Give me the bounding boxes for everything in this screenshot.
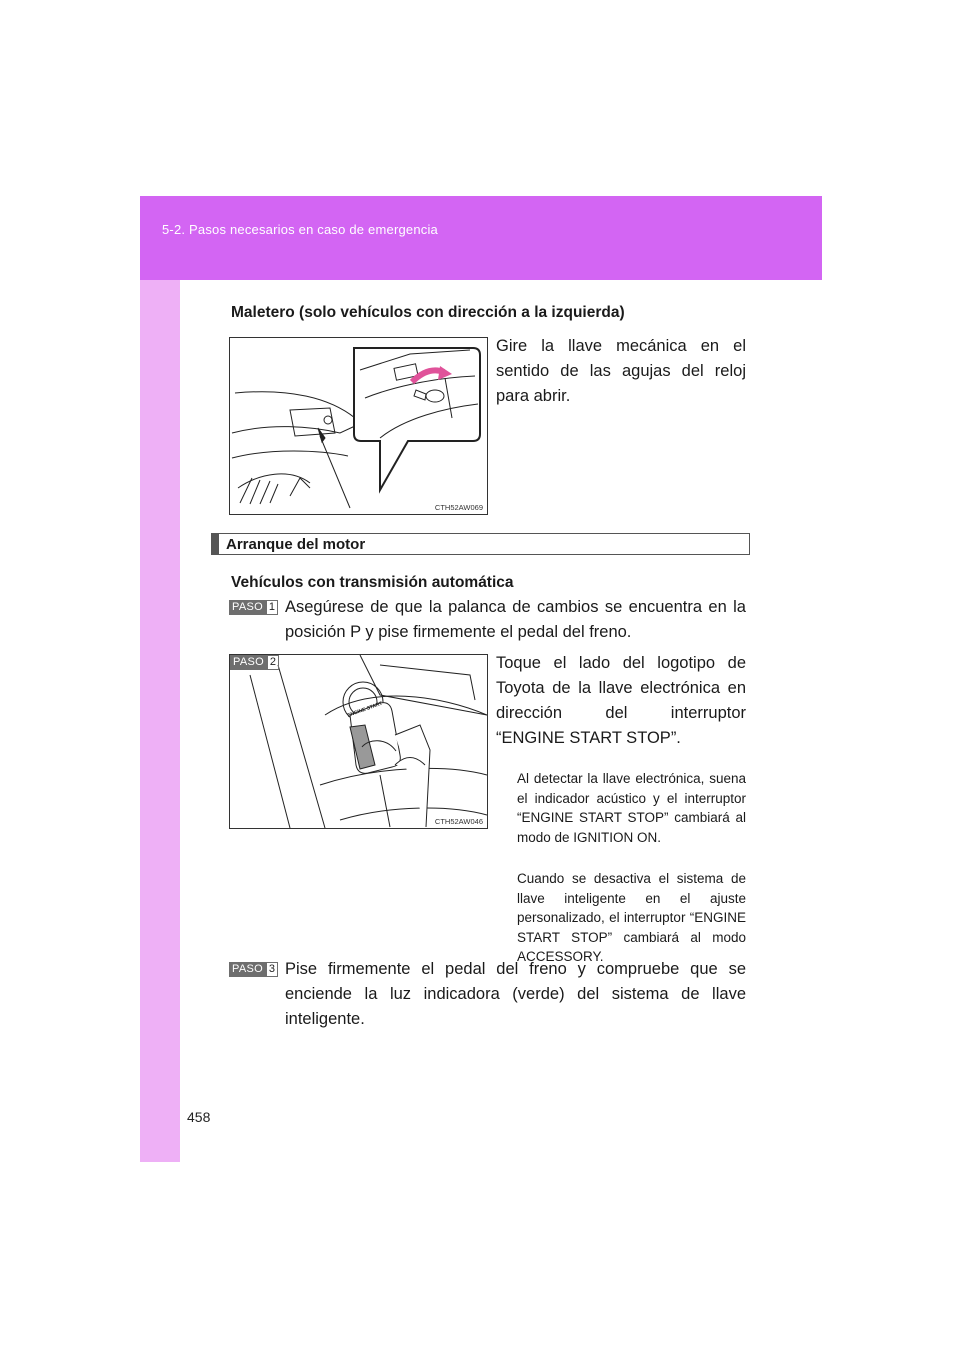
step-badge-number: 3 (266, 962, 278, 977)
start-button-figure (229, 654, 488, 829)
side-tab-strip (140, 196, 180, 1162)
page-number: 458 (187, 1109, 211, 1125)
section-header-accent (212, 534, 219, 554)
step-badge-word: PASO (230, 655, 267, 670)
step-2-note-2: Cuando se desactiva el sistema de llave inteligente en el ajuste personalizado, el interruptor “ENGINE START STOP” cambiará al modo ACCESSORY. (517, 871, 746, 964)
start-button-illustration (230, 655, 487, 828)
chapter-title: 5-2. Pasos necesarios en caso de emergencia (162, 222, 438, 237)
automatic-heading: Vehículos con transmisión automática (231, 574, 514, 591)
trunk-figure-code: CTH52AW069 (434, 503, 483, 512)
step-2-text: Toque el lado del logotipo de Toyota de la llave electrónica en dirección del interruptor “ENGINE START STOP”. (496, 654, 746, 747)
step-badge-word: PASO (229, 962, 266, 977)
trunk-heading: Maletero (solo vehículos con dirección a la izquierda) (231, 304, 625, 321)
section-header (211, 533, 750, 555)
step-2-badge (230, 655, 279, 670)
chapter-header (140, 196, 822, 280)
step-badge-word: PASO (229, 600, 266, 615)
step-1-badge (229, 600, 278, 615)
step-badge-number: 1 (266, 600, 278, 615)
start-figure-code: CTH52AW046 (434, 817, 483, 826)
step-badge-number: 2 (267, 655, 279, 670)
trunk-illustration (230, 338, 487, 514)
trunk-figure (229, 337, 488, 515)
step-1-text: Asegúrese de que la palanca de cambios se encuentra en la posición P y pise firmemente el pedal del freno. (285, 598, 746, 641)
step-3-text: Pise firmemente el pedal del freno y compruebe que se enciende la luz indicadora (verde) del sistema de llave inteligente. (285, 960, 746, 1028)
trunk-instruction: Gire la llave mecánica en el sentido de las agujas del reloj para abrir. (496, 337, 746, 405)
start-button-label: ENGINE START (346, 700, 384, 719)
step-2-note-1: Al detectar la llave electrónica, suena el indicador acústico y el interruptor “ENGINE START STOP” cambiará al modo de IGNITION ON. (517, 771, 746, 845)
step-3-badge (229, 962, 278, 977)
section-title: Arranque del motor (226, 536, 366, 553)
